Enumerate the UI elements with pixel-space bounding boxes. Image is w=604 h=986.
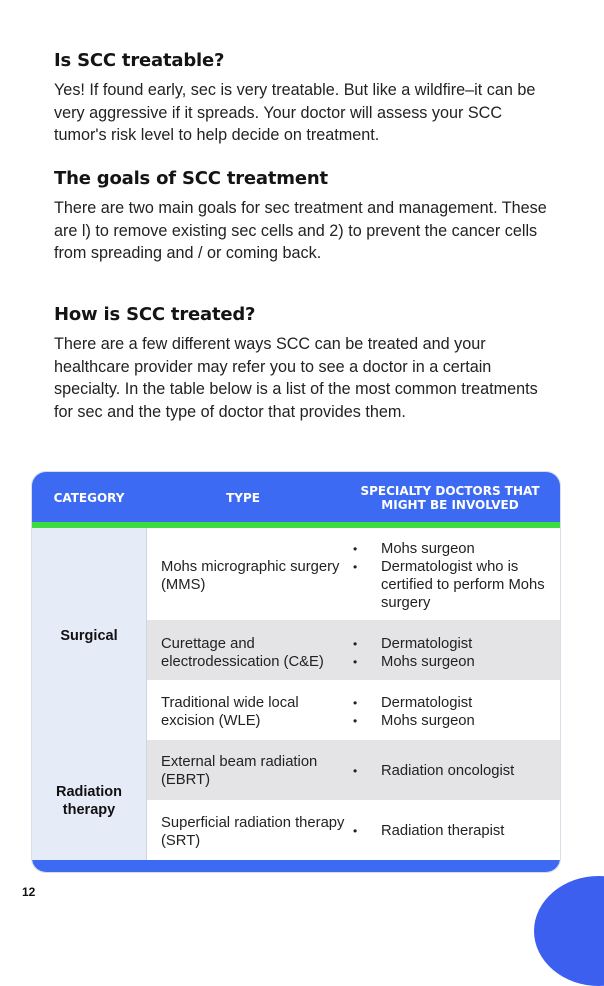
category-column [32,528,146,860]
doctor-item: Dermatologist who is certified to perform Mohs surgery [381,559,545,611]
table-row [146,620,560,680]
section-treatable [54,50,554,147]
doctor-item: Mohs surgeon [381,654,475,670]
bullet-icon: • [353,637,358,651]
bullet-icon: • [353,560,358,574]
bullet-icon: • [353,824,358,838]
category-radiation: Radiation therapy [55,784,123,818]
header-type: TYPE [226,491,260,505]
header-doctors: SPECIALTY DOCTORS THAT MIGHT BE INVOLVED [360,484,540,512]
table-footer-bar [32,860,560,872]
bullet-icon: • [353,714,358,728]
type-cell: Mohs micrographic surgery (MMS) [161,559,340,593]
doctor-item: Mohs surgeon [381,713,475,729]
table-header [32,472,560,522]
type-cell: Superficial radiation therapy (SRT) [161,815,345,849]
table-row [146,800,560,860]
section-body: There are a few different ways SCC can be treated and your healthcare provider may refer you to see a doctor in a certain specialty. In the table below is a list of the most common treatments for sec and the type of doctor that provides them. [54,335,538,421]
section-heading: Is SCC treatable? [54,50,225,71]
header-category: CATEGORY [53,491,125,505]
doctor-item: Dermatologist [381,636,473,652]
treatment-table [32,472,560,872]
bullet-icon: • [353,542,358,556]
doctor-item: Dermatologist [381,695,473,711]
section-heading: The goals of SCC treatment [54,168,328,189]
corner-decoration [534,876,604,986]
table-row [146,528,560,620]
section-how-treated [54,304,554,423]
doctor-item: Mohs surgeon [381,541,475,557]
page-number: 12 [22,885,36,899]
table-row [146,740,560,800]
section-heading: How is SCC treated? [54,304,256,325]
section-body: Yes! If found early, sec is very treatable. But like a wildfire–it can be very aggressive if it spreads. Your doctor will assess your SCC tumor's risk level to help decide on treatment. [54,81,536,144]
section-body: There are two main goals for sec treatment and management. These are l) to remove existing sec cells and 2) to prevent the cancer cells from spreading and / or coming back. [54,199,547,262]
bullet-icon: • [353,764,358,778]
table-row [146,680,560,740]
type-cell: Traditional wide local excision (WLE) [161,695,299,729]
type-cell: External beam radiation (EBRT) [161,754,318,788]
bullet-icon: • [353,655,358,669]
doctor-item: Radiation oncologist [381,763,515,779]
doctor-item: Radiation therapist [381,823,505,839]
type-cell: Curettage and electrodessication (C&E) [161,636,324,670]
bullet-icon: • [353,696,358,710]
section-goals [54,168,554,265]
category-surgical: Surgical [60,628,118,644]
